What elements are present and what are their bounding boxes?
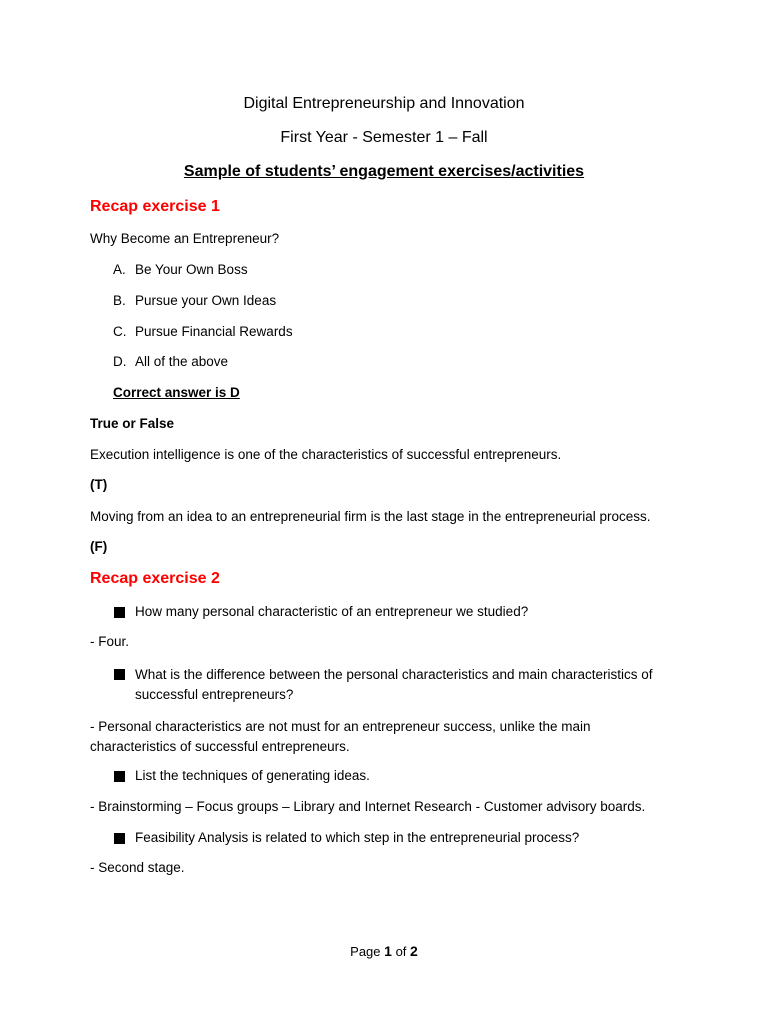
of-label: of [395,944,407,959]
option-text: Be Your Own Boss [135,262,248,277]
page-label: Page [350,944,381,959]
option-text: All of the above [135,354,229,369]
bullet-question-1 [135,604,528,619]
bullet-question-2 [135,665,695,705]
option-marker: C. [113,324,127,339]
true-false-heading: True or False [90,416,175,431]
tf-answer-1: (T) [90,477,108,492]
bullet-question-text: List the techniques of generating ideas. [135,768,370,783]
tf-statement-1: Execution intelligence is one of the characteristics of successful entrepreneurs. [90,447,562,462]
option-d [113,354,228,369]
recap-2-heading: Recap exercise 2 [90,570,220,587]
bullet-question-text: How many personal characteristic of an entrepreneur we studied? [135,604,529,619]
tf-answer-2: (F) [90,539,108,554]
bullet-question-4 [135,830,579,845]
bullet-answer-3: - Brainstorming – Focus groups – Library and Internet Research - Customer advisory boards. [90,799,646,814]
square-bullet-icon [114,771,125,782]
recap-1-question: Why Become an Entrepreneur? [90,231,280,246]
square-bullet-icon [114,669,125,680]
option-marker: A. [113,262,126,277]
option-b [113,293,276,308]
bullet-question-text: Feasibility Analysis is related to which step in the entrepreneurial process? [135,830,580,845]
bullet-question-text: What is the difference between the personal characteristics and main characteristics of successful entrepreneurs? [135,667,653,702]
recap-1-heading: Recap exercise 1 [90,198,220,215]
square-bullet-icon [114,833,125,844]
square-bullet-icon [114,607,125,618]
document-title: Digital Entrepreneurship and Innovation [243,95,525,112]
document-subtitle: First Year - Semester 1 – Fall [280,129,488,146]
bullet-question-3 [135,768,370,783]
option-marker: B. [113,293,126,308]
option-text: Pursue Financial Rewards [135,324,293,339]
option-a [113,262,248,277]
correct-answer: Correct answer is D [113,385,240,400]
bullet-answer-1: - Four. [90,634,130,649]
section-heading: Sample of students’ engagement exercises/activities [183,163,585,180]
tf-statement-2: Moving from an idea to an entrepreneurial firm is the last stage in the entrepreneurial process. [90,509,651,524]
page-total: 2 [410,943,418,959]
bullet-answer-4: - Second stage. [90,860,185,875]
option-text: Pursue your Own Ideas [135,293,277,308]
bullet-answer-2: - Personal characteristics are not must for an entrepreneur success, unlike the main characteristics of successful entrepreneurs. [90,719,591,754]
page-current: 1 [384,943,392,959]
page-footer [0,943,768,959]
option-c [113,324,293,339]
option-marker: D. [113,354,127,369]
